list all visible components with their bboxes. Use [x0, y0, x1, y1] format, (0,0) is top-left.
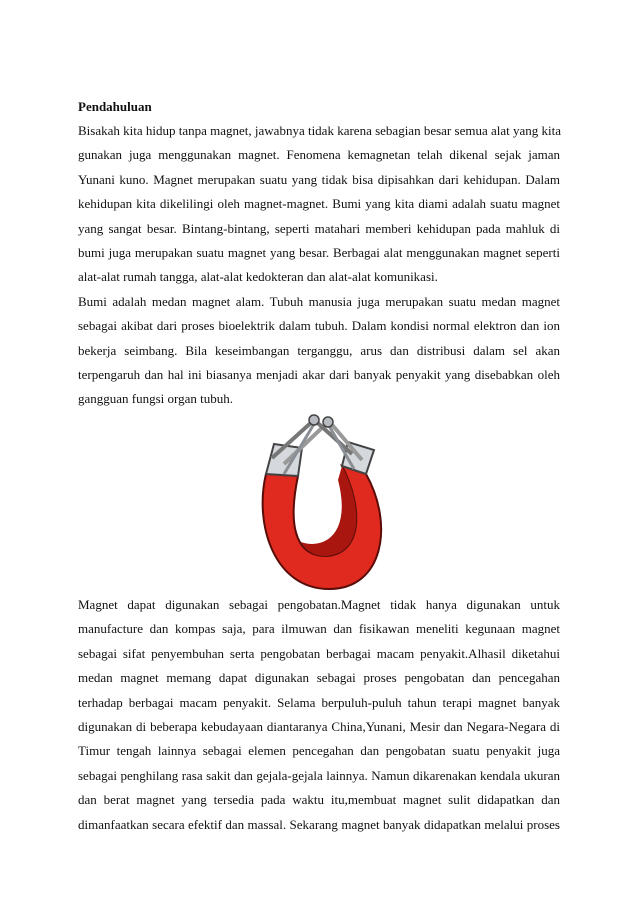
- text-line: yang sangat besar. Bintang-bintang, seperti matahari memberi kehidupan pada mahluk di: [78, 220, 560, 236]
- intro-section: [78, 95, 560, 412]
- text-line: alat-alat rumah tangga, alat-alat kedokteran dan alat-alat komunikasi.: [78, 269, 438, 285]
- text-line: bumi juga merupakan suatu magnet yang besar. Berbagai alat menggunakan magnet seperti: [78, 245, 560, 261]
- section-heading: Pendahuluan: [78, 99, 152, 114]
- text-line: bekerja seimbang. Bila keseimbangan terganggu, arus dan distribusi dalam sel akan: [78, 342, 560, 358]
- text-line: sebagai penghilang rasa sakit dan gejala-gejala lainnya. Namun dikarenakan kendala ukuran: [78, 767, 560, 783]
- text-line: terhadap berbagai macam penyakit. Selama berpuluh-puluh tahun terapi magnet banyak: [78, 694, 560, 710]
- text-line: gangguan fungsi organ tubuh.: [78, 391, 234, 407]
- text-line: Magnet dapat digunakan sebagai pengobatan.Magnet tidak hanya digunakan untuk: [78, 597, 560, 612]
- text-line: kehidupan kita dikelilingi oleh magnet-magnet. Bumi yang kita diami adalah suatu magnet: [78, 196, 560, 212]
- therapy-paragraph: [78, 593, 560, 837]
- text-line: Timur tengah lainnya sebagai elemen pencegahan dan pengobatan suatu penyakit juga: [78, 743, 560, 759]
- text-line: dimanfaatkan secara efektif dan massal. Sekarang magnet banyak didapatkan melalui proses: [78, 816, 560, 832]
- text-line: dan berat magnet yang tersedia pada waktu itu,membuat magnet sulit didapatkan dan: [78, 792, 560, 808]
- text-line: sebagai akibat dari proses bioelektrik dalam tubuh. Dalam kondisi normal elektron dan ion: [78, 318, 560, 334]
- text-line: Bisakah kita hidup tanpa magnet, jawabnya tidak karena sebagian besar semua alat yang kita: [78, 123, 561, 138]
- text-line: Bumi adalah medan magnet alam. Tubuh manusia juga merupakan suatu medan magnet: [78, 293, 560, 309]
- text-line: terpengaruh dan hal ini biasanya menjadi akar dari banyak penyakit yang disebabkan oleh: [78, 367, 560, 383]
- text-line: manufacture dan kompas saja, para ilmuwan dan fisikawan meneliti kegunaan magnet: [78, 621, 560, 637]
- horseshoe-magnet-icon: [244, 414, 394, 594]
- text-line: gunakan juga menggunakan magnet. Fenomena kemagnetan telah dikenal sejak jaman: [78, 147, 560, 163]
- text-line: Yunani kuno. Magnet merupakan suatu yang tidak bisa dipisahkan dari kehidupan. Dalam: [78, 171, 560, 187]
- intro-paragraph: [78, 119, 560, 412]
- text-line: digunakan di beberapa kebudayaan diantaranya China,Yunani, Mesir dan Negara-Negara di: [78, 719, 560, 735]
- text-line: sebagai sifat penyembuhan serta pengobatan berbagai macam penyakit.Alhasil diketahui: [78, 645, 560, 661]
- text-line: medan magnet memang dapat digunakan sebagai proses pengobatan dan pencegahan: [78, 670, 560, 686]
